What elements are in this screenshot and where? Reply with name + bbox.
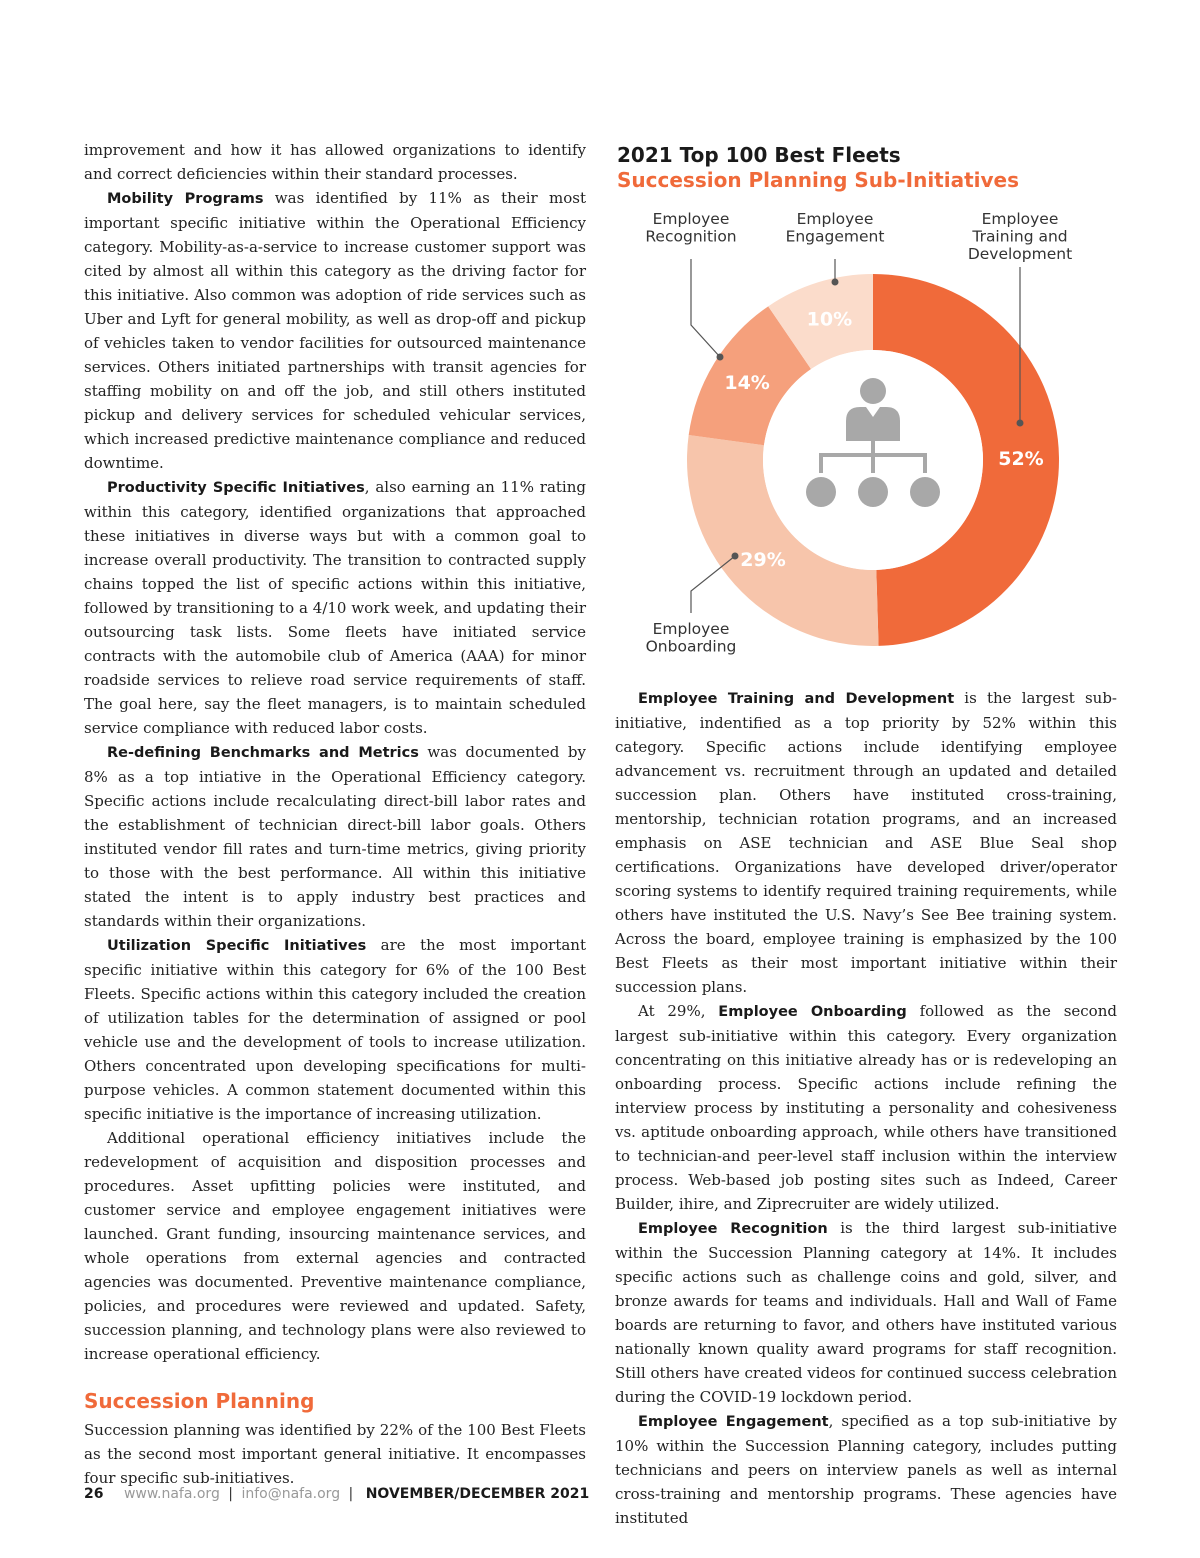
leader-dot-engagement bbox=[832, 279, 839, 286]
footer-separator-1: | bbox=[228, 1486, 233, 1502]
training-text: is the largest sub-initiative, indentified as a top priority by 52% within this category. Specific actions include identifying employee advancement vs. recruitment through an updated and detailed succession plan. Others have instituted cross-training, mentorship, technician rotation programs, and an increased emphasis on ASE technician and ASE Blue Seal shop certifications. Organizations have developed driver/operator scoring systems to identify required training requirements, while others have instituted the U.S. Navy’s See Bee training system. Across the board, employee training is emphasized by the 100 Best Fleets as their most important initiative within their succession plans. bbox=[615, 689, 1117, 996]
footer-issue: NOVEMBER/DECEMBER 2021 bbox=[365, 1486, 590, 1502]
slice-label-onboarding: 29% bbox=[740, 549, 786, 572]
chart-title: 2021 Top 100 Best Fleets bbox=[617, 143, 901, 167]
chart-subtitle: Succession Planning Sub-Initiatives bbox=[617, 168, 1020, 192]
onboarding-lead: Employee Onboarding bbox=[718, 1004, 907, 1020]
engagement-text: , specified as a top sub-initiative by 10% within the Succession Planning category, includes putting technicians and peers on interview panels as well as internal cross-training and mentorship programs. These agencies have instituted bbox=[615, 1412, 1117, 1527]
footer-separator-2: | bbox=[348, 1486, 354, 1502]
recognition-paragraph bbox=[615, 1216, 1117, 1409]
slice-label-recognition: 14% bbox=[724, 372, 770, 395]
left-column bbox=[84, 138, 586, 1490]
onboarding-pre: At 29%, bbox=[638, 1002, 719, 1020]
mobility-lead: Mobility Programs bbox=[107, 191, 264, 207]
mobility-text: was identified by 11% as their most important specific initiative within the Operational Efficiency category. Mobility-as-a-service to increase customer support was cited by almost all within this category as the driving factor for this initiative. Also common was adoption of ride services such as Uber and Lyft for general mobility, as well as drop-off and pickup of vehicles taken to vendor facilities for outsourced maintenance services. Others initiated partnerships with transit agencies for staffing mobility on and off the job, and still others instituted pickup and delivery services for scheduled vehicular services, which increased predictive maintenance compliance and reduced downtime. bbox=[84, 189, 586, 472]
succession-paragraph: Succession planning was identified by 22% of the 100 Best Fleets as the second most important general initiative. It encompasses four specific sub-initiatives. bbox=[84, 1421, 586, 1487]
engagement-lead: Employee Engagement bbox=[638, 1414, 829, 1430]
category-label-engagement: Employee Engagement bbox=[785, 210, 885, 246]
training-lead: Employee Training and Development bbox=[638, 691, 955, 707]
leader-line-recognition bbox=[691, 259, 720, 357]
page-footer bbox=[84, 1486, 589, 1502]
productivity-paragraph bbox=[84, 475, 586, 740]
recognition-lead: Employee Recognition bbox=[638, 1221, 828, 1237]
recognition-text: is the third largest sub-initiative within the Succession Planning category at 14%. It includes specific actions such as challenge coins and gold, silver, and bronze awards for teams and individuals. Hall and Wall of Fame boards are returning to favor, and others have instituted various nationally known quality award programs for staff recognition. Still others have created videos for continued success celebration during the COVID-19 lockdown period. bbox=[615, 1219, 1117, 1406]
training-paragraph bbox=[615, 686, 1117, 999]
leader-dot-training bbox=[1017, 420, 1024, 427]
intro-paragraph: improvement and how it has allowed organizations to identify and correct deficiencies within their standard processes. bbox=[84, 141, 586, 183]
donut-chart bbox=[600, 195, 1120, 665]
footer-website[interactable]: www.nafa.org bbox=[123, 1486, 220, 1502]
slice-label-training: 52% bbox=[998, 447, 1044, 470]
category-label-training: Employee Training and Development bbox=[967, 210, 1073, 263]
utilization-text: are the most important specific initiative within this category for 6% of the 100 Best Fleets. Specific actions within this category included the creation of utilization tables for the determination of assigned or pool vehicle use and the development of tools to increase utilization. Others concentrated upon developing specifications for multi-purpose vehicles. A common statement documented within this specific initiative is the importance of increasing utilization. bbox=[84, 936, 586, 1123]
right-column bbox=[615, 686, 1117, 1530]
productivity-text: , also earning an 11% rating within this category, identified organizations that approached these initiatives in diverse ways but with a common goal to increase overall productivity. The transition to contracted supply chains topped the list of specific actions within this initiative, followed by transitioning to a 4/10 work week, and updating their outsourcing task lists. Some fleets have initiated service contracts with the automobile club of America (AAA) for minor roadside services to relieve road service requirements of staff. The goal here, say the fleet managers, is to maintain scheduled service compliance with reduced labor costs. bbox=[84, 478, 586, 737]
footer-email[interactable]: info@nafa.org bbox=[241, 1486, 341, 1502]
page-number: 26 bbox=[84, 1486, 104, 1502]
leader-dot-onboarding bbox=[732, 553, 739, 560]
utilization-paragraph bbox=[84, 933, 586, 1126]
additional-paragraph: Additional operational efficiency initiatives include the redevelopment of acquisition and disposition processes and procedures. Asset upfitting policies were instituted, and customer service and employee engagement initiatives were launched. Grant funding, insourcing maintenance services, and whole operations from external agencies and contracted agencies was documented. Preventive maintenance compliance, policies, and procedures were reviewed and updated. Safety, succession planning, and technology plans were also reviewed to increase operational efficiency. bbox=[84, 1129, 586, 1363]
onboarding-paragraph bbox=[615, 999, 1117, 1216]
slice-label-engagement: 10% bbox=[806, 308, 853, 331]
productivity-lead: Productivity Specific Initiatives bbox=[107, 480, 365, 496]
benchmarks-lead: Re-defining Benchmarks and Metrics bbox=[107, 745, 419, 761]
mobility-paragraph bbox=[84, 186, 586, 475]
engagement-paragraph bbox=[615, 1409, 1117, 1530]
succession-planning-heading: Succession Planning bbox=[84, 1389, 315, 1413]
leader-dot-recognition bbox=[717, 354, 724, 361]
benchmarks-text: was documented by 8% as a top intiative in the Operational Efficiency category. Specific actions include recalculating direct-bill labor rates and the establishment of technician direct-bill labor goals. Others instituted vendor fill rates and turn-time metrics, giving priority to those with the best performance. All within this initiative stated the intent is to apply industry best practices and standards within their organizations. bbox=[84, 743, 587, 930]
benchmarks-paragraph bbox=[84, 740, 586, 933]
onboarding-text: followed as the second largest sub-initiative within this category. Every organization concentrating on this initiative already has or is redeveloping an onboarding process. Specific actions include refining the interview process by instituting a personality and cohesiveness vs. aptitude onboarding approach, while others have transitioned to technician-and peer-level staff inclusion within the interview process. Web-based job posting sites such as Indeed, Career Builder, ihire, and Ziprecruiter are widely utilized. bbox=[615, 1002, 1117, 1213]
utilization-lead: Utilization Specific Initiatives bbox=[107, 938, 367, 954]
category-label-onboarding: Employee Onboarding bbox=[645, 620, 737, 656]
category-label-recognition: Employee Recognition bbox=[645, 210, 737, 246]
